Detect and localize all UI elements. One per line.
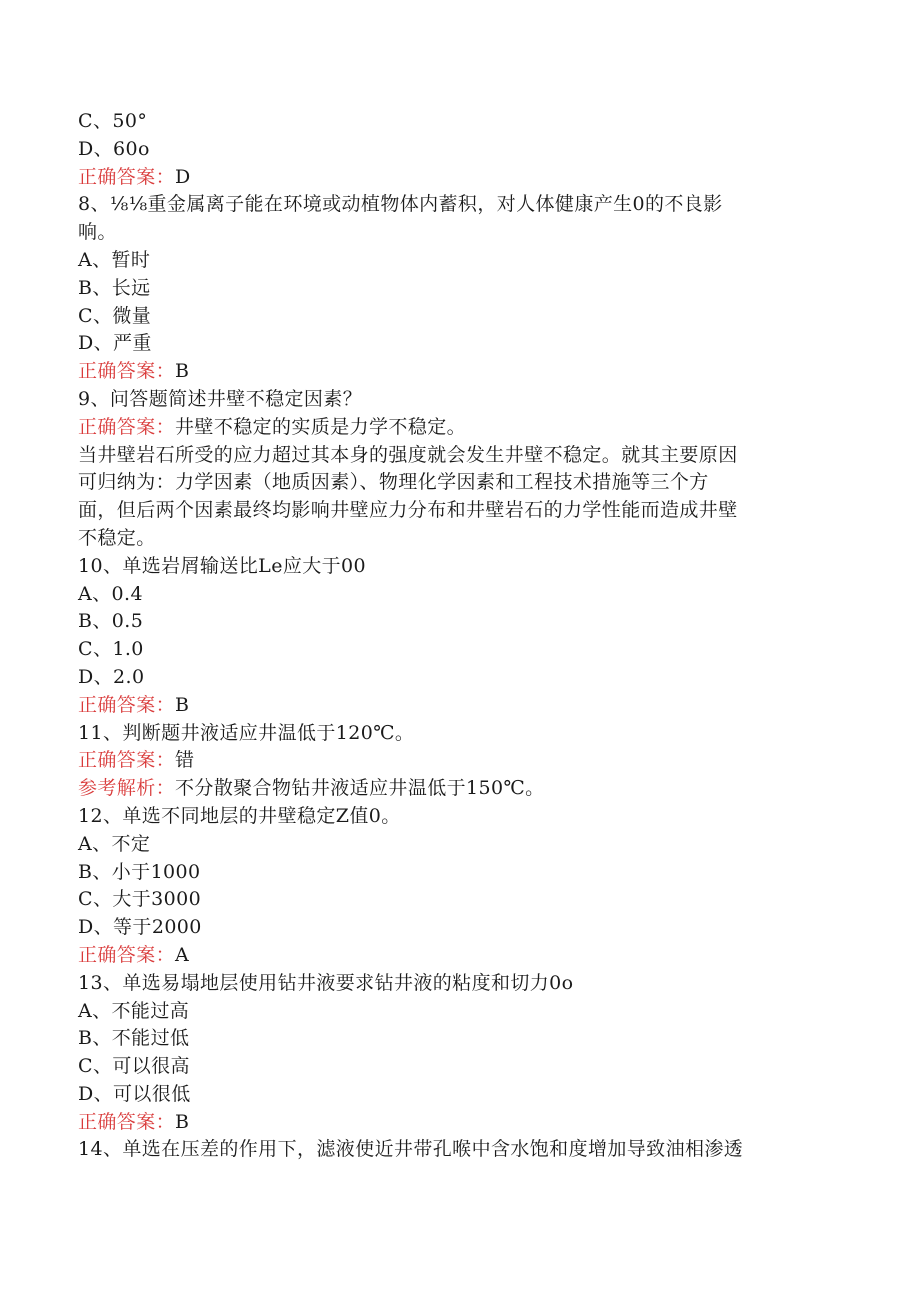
answer-line (78, 942, 838, 970)
question-text: 11、判断题井液适应井温低于120℃。 (78, 721, 415, 744)
answer-line (78, 692, 838, 720)
option-text: D、可以很低 (78, 1082, 191, 1105)
answer-label: 正确答案： (78, 749, 176, 772)
answer-line (78, 747, 838, 775)
answer-value: 错 (175, 749, 195, 772)
option-text: A、0.4 (78, 582, 143, 605)
answer-value: B (175, 693, 190, 716)
answer-value: D (175, 165, 191, 188)
question-text: 8、⅛⅛重金属离子能在环境或动植物体内蓄积，对人体健康产生0的不良影 (78, 193, 723, 216)
answer-label: 正确答案： (78, 943, 176, 966)
option-text: B、0.5 (78, 610, 144, 633)
answer-value: B (175, 360, 190, 383)
answer-line (78, 414, 838, 442)
answer-line (78, 358, 838, 386)
answer-value: A (175, 943, 190, 966)
question-text: 响。 (78, 221, 117, 244)
option-text: B、小于1000 (78, 860, 201, 883)
answer-line (78, 164, 838, 192)
answer-body-text: 可归纳为：力学因素（地质因素）、物理化学因素和工程技术措施等三个方 (78, 471, 709, 494)
question-text: 10、单选岩屑输送比Le应大于00 (78, 554, 367, 577)
option-text: B、不能过低 (78, 1027, 190, 1050)
question-text: 12、单选不同地层的井壁稳定Z值0。 (78, 804, 401, 827)
question-text: 13、单选易塌地层使用钻井液要求钻井液的粘度和切力0o (78, 971, 574, 994)
option-text: D、60o (78, 137, 150, 160)
option-text: A、不定 (78, 832, 151, 855)
answer-label: 正确答案： (78, 415, 176, 438)
option-text: D、2.0 (78, 665, 145, 688)
option-text: A、暂时 (78, 248, 151, 271)
question-text: 14、单选在压差的作用下，滤液使近井带孔喉中含水饱和度增加导致油相渗透 (78, 1138, 744, 1161)
answer-body-text: 不稳定。 (78, 526, 156, 549)
answer-value: 井壁不稳定的实质是力学不稳定。 (175, 415, 467, 438)
option-text: C、50° (78, 110, 148, 132)
answer-label: 正确答案： (78, 360, 176, 383)
explanation-label: 参考解析： (78, 777, 176, 800)
answer-value: B (175, 1110, 190, 1133)
question-text: 9、问答题简述井壁不稳定因素？ (78, 387, 363, 410)
explanation-text: 不分散聚合物钻井液适应井温低于150℃。 (175, 777, 545, 800)
answer-body-text: 当井壁岩石所受的应力超过其本身的强度就会发生井壁不稳定。就其主要原因 (78, 443, 738, 466)
option-text: D、严重 (78, 332, 152, 355)
answer-label: 正确答案： (78, 693, 176, 716)
answer-label: 正确答案： (78, 165, 176, 188)
option-text: C、微量 (78, 304, 152, 327)
answer-label: 正确答案： (78, 1110, 176, 1133)
option-text: D、等于2000 (78, 916, 202, 939)
option-text: A、不能过高 (78, 999, 190, 1022)
answer-body-text: 面，但后两个因素最终均影响井壁应力分布和井壁岩石的力学性能而造成井壁 (78, 499, 738, 522)
answer-line (78, 1109, 838, 1137)
option-text: C、可以很高 (78, 1055, 190, 1078)
explanation-line (78, 775, 838, 803)
option-text: B、长远 (78, 276, 151, 299)
option-text: C、1.0 (78, 638, 144, 661)
document-body (78, 108, 838, 1164)
option-text: C、大于3000 (78, 888, 202, 911)
